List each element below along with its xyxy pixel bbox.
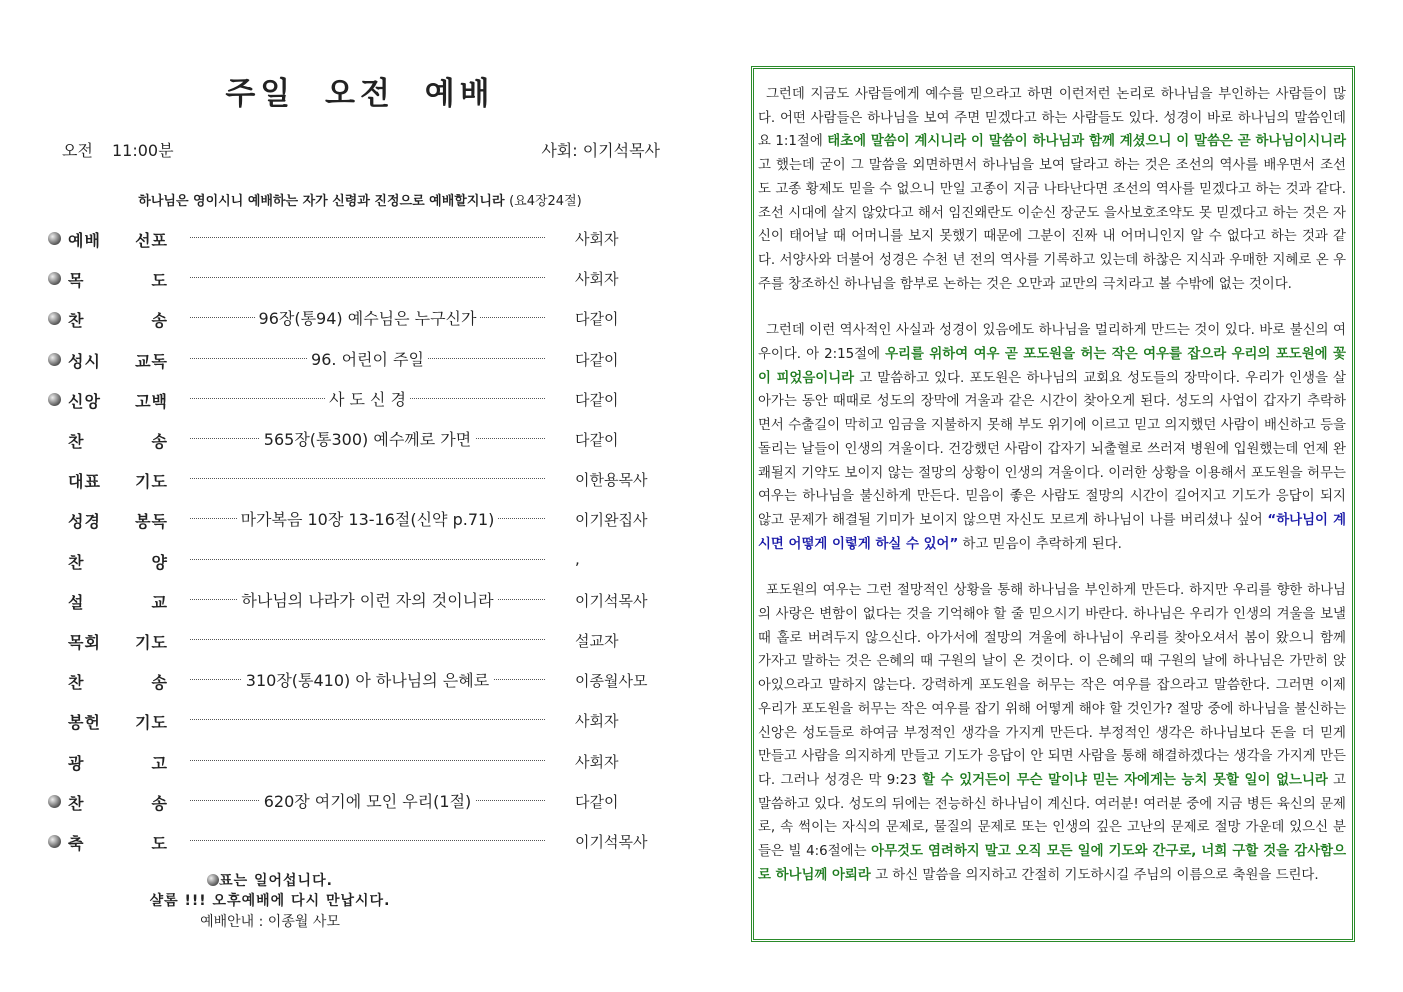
order-item-person: 다같이 (575, 350, 619, 369)
order-item-person: 사회자 (575, 230, 619, 248)
page-title: 주일 오전 예배 (225, 76, 495, 112)
leader-dots (190, 840, 545, 841)
order-item-detail-text: 마가복음 10장 13-16절(신약 p.71) (237, 510, 499, 529)
order-item-name: 광 고 (68, 753, 168, 773)
text-run: 포도원의 여우는 그런 절망적인 상황을 통해 하나님을 부인하게 만든다. 하지만 우리를 향한 하나님의 사랑은 변함이 없다는 것을 기억해야 할 줄 믿으시기 바란다. 하나님은 우리가 인생의 겨울을 보낼 때 홀로 버려두지 않으신다. 아가서에 절망의 겨울에 하나님이 우리를 찾아오셔서 봄이 왔으니 함께 가자고 말하는 것은 은혜의 때 구원의 날이 온 것이다. 이 은혜의 때 구원의 날에 하나님은 가만히 앉아있으라고 말하지 않는다. 강력하게 포도원을 허무는 작은 여우를 잡으라고 말씀한다. 그러면 이제 우리가 포도원을 허무는 작은 여우를 잡기 위해 어떻게 해야 할 것인가? 절망 중에 하나님을 불신하는 신앙은 성도들로 하여금 부정적인 생각을 가지게 만든다. 부정적인 생각은 하나님보다 돈을 더 믿게 만들고 사람을 의지하게 만들고 기도가 응답이 안 되면 사람을 통해 해결하겠다는 생각을 가지게 만든다. 그러나 성경은 막 9:23 (758, 583, 1346, 788)
order-item-person: 사회자 (575, 712, 619, 731)
order-row (40, 749, 680, 773)
worship-guide: 예배안내 : 이종월 사모 (200, 914, 340, 930)
order-item-detail-text: 사 도 신 경 (325, 390, 410, 409)
standing-bullet-icon (48, 312, 61, 325)
order-item-name: 찬 송 (68, 311, 168, 331)
standing-bullet-icon (48, 232, 61, 245)
order-item-person: 사회자 (575, 270, 619, 289)
order-item-name: 봉헌 기도 (68, 713, 168, 733)
service-time: 오전 11:00분 (62, 141, 174, 160)
order-item-detail (190, 306, 545, 329)
order-row (40, 226, 680, 250)
order-item-name: 찬 송 (68, 432, 168, 451)
sermon-paragraph (758, 579, 1346, 887)
order-row (40, 708, 680, 732)
farewell-text: 샬롬 !!! 오후예배에 다시 만납시다. (149, 893, 391, 909)
scripture-highlight: 아무것도 염려하지 말고 오직 모든 일에 기도와 간구로, 너희 구할 것을 감사함으로 하나님께 아뢰라 (758, 844, 1346, 883)
order-item-name: 목회 기도 (68, 633, 168, 652)
order-item-detail-text: 620장 여기에 모인 우리(1절) (260, 792, 476, 811)
theme-verse (40, 190, 680, 209)
text-run: 하고 믿음이 추락하게 된다. (958, 536, 1122, 552)
verse-text: 하나님은 영이시니 예배하는 자가 신령과 진정으로 예배할지니라 (138, 194, 505, 209)
order-item-detail (190, 347, 545, 370)
order-item-person: 다같이 (575, 792, 619, 811)
order-item-name: 목 도 (68, 271, 168, 291)
standing-bullet-icon (48, 795, 61, 808)
order-row (40, 427, 680, 451)
order-row (40, 588, 680, 612)
order-item-person: 이종월사모 (575, 672, 648, 691)
standing-bullet-icon (48, 835, 61, 848)
order-item-person: 다같이 (575, 390, 619, 409)
order-row (40, 387, 680, 411)
order-item-person: 설교자 (575, 632, 619, 650)
order-item-detail-text: 96. 어린이 주일 (307, 350, 428, 369)
leader-dots (190, 559, 545, 560)
order-item-name: 예배 선포 (68, 231, 168, 250)
order-item-detail (190, 668, 545, 691)
order-item-detail (190, 387, 545, 410)
order-item-name: 축 도 (68, 834, 168, 853)
quote-highlight: “하나님이 계시면 어떻게 이렇게 하실 수 있어” (758, 512, 1347, 552)
order-row (40, 789, 680, 813)
text-run: 고 하신 말씀을 의지하고 간절히 기도하시길 주님의 이름으로 축원을 드린다. (870, 867, 1319, 883)
order-item-detail (190, 588, 545, 611)
order-item-detail (190, 427, 545, 450)
scripture-highlight: 우리를 위하여 여우 곧 포도원을 허는 작은 여우를 잡으라 우리의 포도원에 꽃이 피었음이니라 (758, 347, 1346, 386)
order-row (40, 347, 680, 371)
standing-bullet-icon (48, 353, 61, 366)
presider: 사회: 이기석목사 (541, 141, 660, 160)
scripture-highlight: 할 수 있거든이 무슨 말이냐 믿는 자에게는 능치 못할 일이 없느니라 (922, 772, 1328, 788)
scripture-highlight: 태초에 말씀이 계시니라 이 말씀이 하나님과 함께 계셨으니 이 말씀은 곧 하나님이시니라 (827, 134, 1347, 150)
text-run: 고 했는데 굳이 그 말씀을 외면하면서 하나님을 보여 달라고 하는 것은 조선의 역사를 배우면서 조선도 고종 황제도 믿을 수 없으니 만일 고종이 지금 나타난다면 조선의 역사를 믿겠다고 하는 것과 같다. 조선 시대에 살지 않았다고 해서 임진왜란도 이순신 장군도 을사보호조약도 못 믿겠다고 하는 것은 자신이 태어날 때 어머니를 보지 못했기 때문에 그분이 진짜 내 어머니인지 알 수 없다고 하는 것과 같다. 서양사와 더불어 성경은 수천 년 전의 역사를 기록하고 있는데 하찮은 지식과 우매한 지혜로 온 우주를 창조하신 하나님을 함부로 논하는 것은 오만과 교만의 극치라고 볼 수밖에 없는 것이다. (758, 158, 1346, 292)
order-item-name: 찬 송 (68, 793, 168, 813)
verse-ref: (요4장24절) (509, 194, 582, 209)
standing-bullet-icon (48, 393, 61, 406)
order-item-person: 이기석목사 (575, 833, 648, 851)
order-row (40, 266, 680, 290)
order-row (40, 548, 680, 572)
order-item-name: 설 교 (68, 592, 168, 612)
standing-note-text: 표는 일어섭니다. (219, 873, 333, 889)
order-item-person: 다같이 (575, 310, 619, 329)
order-item-name: 찬 송 (68, 673, 168, 693)
order-item-name: 대표 기도 (68, 472, 168, 492)
order-row (40, 668, 680, 692)
standing-note (40, 870, 500, 890)
order-item-person: 이한용목사 (575, 471, 648, 490)
sermon-text (758, 83, 1346, 888)
order-item-detail (190, 789, 545, 812)
standing-bullet-icon (207, 874, 219, 886)
text-run: 고 말씀하고 있다. 성도의 뒤에는 전능하신 하나님이 계신다. 여러분! 여러분 중에 지금 병든 육신의 문제로, 속 썩이는 자식의 문제로, 물질의 문제로 또는 인생의 깊은 고난의 문제로 절망 가운데 있으신 분들은 빌 4:6절에는 (758, 772, 1346, 860)
leader-dots (190, 719, 545, 720)
leader-dots (190, 639, 545, 640)
sermon-box (751, 66, 1355, 942)
order-item-detail (190, 507, 545, 530)
standing-bullet-icon (48, 272, 61, 285)
order-item-detail-text: 310장(통410) 아 하나님의 은혜로 (242, 671, 493, 690)
text-run: 고 말씀하고 있다. 포도원은 하나님의 교회요 성도들의 장막이다. 우리가 인생을 살아가는 동안 때때로 성도의 장막에 겨울과 같은 시간이 찾아오게 된다. 성도의 사업이 갑자기 추락하면서 수출길이 막히고 임금을 지불하지 못해 부도 위기에 이르고 믿고 의지했던 사람이 배신하고 등을 돌리는 날들이 인생의 겨울이다. 건강했던 사람이 갑자기 뇌출혈로 쓰러져 병원에 입원했는데 언제 완쾌될지 기약도 보이지 않는 절망의 상황이 인생의 겨울이다. 이러한 상황을 이용해서 포도원을 허무는 여우는 하나님을 불신하게 만든다. 믿음이 좋은 사람도 절망의 시간이 길어지고 기도가 응답이 되지 않고 문제가 해결될 기미가 보이지 않으면 자신도 모르게 하나님이 나를 버리셨나 싶어 (758, 370, 1346, 528)
order-row (40, 306, 680, 330)
order-item-person: 이기완집사 (575, 511, 648, 530)
order-item-name: 성시 교독 (68, 351, 168, 371)
sermon-paragraph (758, 319, 1346, 556)
order-item-name: 찬 양 (68, 552, 168, 572)
order-row (40, 507, 680, 531)
order-item-person: 이기석목사 (575, 591, 648, 610)
order-row (40, 628, 680, 652)
leader-dots (190, 760, 545, 761)
order-item-name: 신앙 고백 (68, 391, 168, 411)
leader-dots (190, 277, 545, 278)
order-item-detail-text: 하나님의 나라가 이런 자의 것이니라 (237, 591, 497, 610)
order-row (40, 829, 680, 853)
sermon-paragraph (758, 83, 1346, 296)
order-item-detail-text: 96장(통94) 예수님은 누구신가 (255, 309, 481, 328)
order-item-name: 성경 봉독 (68, 512, 168, 532)
leader-dots (190, 478, 545, 479)
order-item-person: 다같이 (575, 431, 619, 449)
order-of-worship (40, 60, 680, 960)
text-run: 그런데 이런 역사적인 사실과 성경이 있음에도 하나님을 멀리하게 만드는 것이 있다. 바로 불신의 여우이다. 아 2:15절에 (758, 323, 1346, 363)
order-item-person: , (575, 549, 580, 568)
text-run: 그런데 지금도 사람들에게 예수를 믿으라고 하면 이런저런 논리로 하나님을 부인하는 사람들이 많다. 어떤 사람들은 하나님을 보여 주면 믿겠다고 하는 사람들도 있다. 성경이 바로 하나님의 말씀인데 요 1:1절에 (758, 87, 1346, 150)
leader-dots (190, 237, 545, 238)
order-item-person: 사회자 (575, 752, 619, 771)
order-item-detail-text: 565장(통300) 예수께로 가면 (260, 430, 475, 449)
order-row (40, 467, 680, 491)
